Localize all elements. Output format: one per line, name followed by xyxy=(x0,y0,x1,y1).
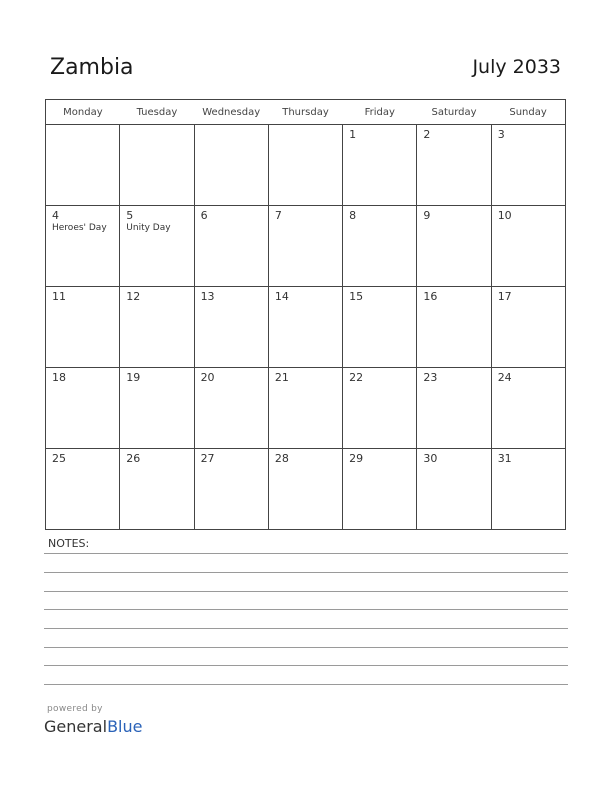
holiday-label: Heroes' Day xyxy=(52,223,107,233)
day-number: 7 xyxy=(274,209,282,222)
brand-general-text: General xyxy=(44,717,108,736)
day-cell xyxy=(194,368,268,449)
note-line xyxy=(44,591,568,592)
day-cell xyxy=(491,368,565,449)
day-number: 10 xyxy=(497,209,512,222)
day-cell xyxy=(268,206,342,287)
note-line xyxy=(44,647,568,648)
note-line xyxy=(44,572,568,573)
day-cell xyxy=(46,125,120,206)
day-cell xyxy=(120,368,194,449)
day-cell xyxy=(194,206,268,287)
day-number: 12 xyxy=(126,290,141,303)
day-cell xyxy=(417,206,491,287)
day-number: 24 xyxy=(497,371,512,384)
day-cell xyxy=(491,206,565,287)
day-cell xyxy=(120,449,194,530)
day-number: 30 xyxy=(423,452,438,465)
day-cell xyxy=(491,287,565,368)
weekday-header-row xyxy=(46,100,566,125)
day-cell xyxy=(268,125,342,206)
week-row xyxy=(46,449,566,530)
day-cell xyxy=(46,449,120,530)
day-number: 17 xyxy=(497,290,512,303)
day-number: 8 xyxy=(349,209,357,222)
month-year-title: July 2033 xyxy=(472,56,561,78)
day-cell xyxy=(343,449,417,530)
notes-label: NOTES: xyxy=(48,537,90,550)
day-number: 21 xyxy=(274,371,289,384)
day-number: 28 xyxy=(274,452,289,465)
note-line xyxy=(44,684,568,685)
day-cell xyxy=(194,287,268,368)
day-cell xyxy=(417,125,491,206)
weekday-header: Friday xyxy=(343,100,417,125)
day-number: 31 xyxy=(497,452,512,465)
day-cell xyxy=(343,368,417,449)
day-number: 23 xyxy=(423,371,438,384)
day-number: 20 xyxy=(200,371,215,384)
day-cell xyxy=(491,125,565,206)
weekday-header: Sunday xyxy=(491,100,565,125)
day-cell xyxy=(343,206,417,287)
day-cell xyxy=(417,368,491,449)
day-number: 4 xyxy=(52,209,59,222)
weekday-header: Tuesday xyxy=(120,100,194,125)
day-number: 5 xyxy=(126,209,134,222)
day-number: 16 xyxy=(423,290,438,303)
brand-logo xyxy=(44,717,142,736)
day-cell xyxy=(46,368,120,449)
day-cell xyxy=(268,368,342,449)
week-row xyxy=(46,368,566,449)
week-row xyxy=(46,206,566,287)
day-cell xyxy=(46,287,120,368)
week-row xyxy=(46,125,566,206)
day-number: 27 xyxy=(200,452,215,465)
weekday-header: Wednesday xyxy=(194,100,268,125)
day-cell xyxy=(120,206,194,287)
day-number: 1 xyxy=(349,128,357,141)
day-number: 15 xyxy=(349,290,364,303)
weekday-header: Thursday xyxy=(268,100,342,125)
day-number: 11 xyxy=(52,290,66,303)
day-number: 2 xyxy=(423,128,431,141)
day-cell xyxy=(120,125,194,206)
day-number: 6 xyxy=(200,209,208,222)
day-number: 3 xyxy=(497,128,505,141)
holiday-label: Unity Day xyxy=(126,223,171,233)
week-row xyxy=(46,287,566,368)
day-cell xyxy=(417,449,491,530)
day-number: 18 xyxy=(52,371,66,384)
brand-blue-text: Blue xyxy=(107,717,143,736)
day-number: 22 xyxy=(349,371,364,384)
calendar-body xyxy=(46,125,566,530)
note-line xyxy=(44,665,568,666)
calendar-grid xyxy=(45,99,566,530)
day-cell xyxy=(46,206,120,287)
day-cell xyxy=(343,287,417,368)
day-cell xyxy=(491,449,565,530)
day-cell xyxy=(268,449,342,530)
day-cell xyxy=(417,287,491,368)
day-number: 25 xyxy=(52,452,66,465)
day-cell xyxy=(268,287,342,368)
note-line xyxy=(44,628,568,629)
day-number: 26 xyxy=(126,452,141,465)
note-line xyxy=(44,609,568,610)
powered-by-label: powered by xyxy=(47,704,103,714)
weekday-header: Monday xyxy=(46,100,120,125)
day-number: 19 xyxy=(126,371,141,384)
country-title: Zambia xyxy=(50,55,134,80)
weekday-header: Saturday xyxy=(417,100,491,125)
day-number: 14 xyxy=(274,290,289,303)
note-line xyxy=(44,553,568,554)
day-cell xyxy=(194,125,268,206)
day-cell xyxy=(343,125,417,206)
day-number: 13 xyxy=(200,290,215,303)
day-cell xyxy=(120,287,194,368)
day-number: 9 xyxy=(423,209,431,222)
day-cell xyxy=(194,449,268,530)
day-number: 29 xyxy=(349,452,364,465)
